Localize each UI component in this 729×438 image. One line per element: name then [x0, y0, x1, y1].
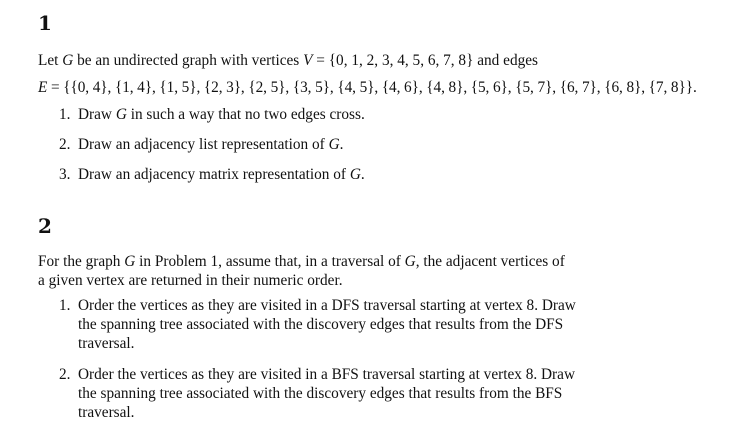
problem-1-edge-set [38, 79, 697, 97]
problem-2-item-2-number: 2. [59, 366, 71, 383]
problem-2-item-1-line-3: traversal. [78, 335, 135, 352]
graph-symbol-G: G [404, 253, 416, 270]
graph-symbol-G: G [124, 253, 136, 270]
problem-1-item-1 [78, 106, 365, 124]
item-text: Draw an adjacency matrix representation of [78, 166, 350, 183]
intro-text: , the adjacent vertices of [415, 253, 565, 270]
vertex-set-symbol-V: V [303, 52, 313, 69]
edge-set: = {{0, 4}, {1, 4}, {1, 5}, {2, 3}, {2, 5}, {3, 5}, {4, 5}, {4, 6}, {4, 8}, {5, 6}, {5, 7}, {6, 7}, {6, 8}, {7, 8}}. [47, 79, 697, 96]
edge-set-symbol-E: E [38, 79, 48, 96]
item-text: Draw an adjacency list representation of [78, 136, 329, 153]
intro-text: be an undirected graph with vertices [73, 52, 304, 69]
problem-1-heading: 1 [38, 11, 52, 35]
graph-symbol-G: G [115, 106, 127, 123]
problem-2-intro-line-2: a given vertex are returned in their numeric order. [38, 272, 343, 289]
problem-2-item-1-number: 1. [59, 297, 71, 314]
intro-text: and edges [473, 52, 538, 69]
problem-1-item-2 [78, 136, 343, 154]
intro-text: in Problem 1, assume that, in a traversal of [135, 253, 405, 270]
problem-2-item-2-line-1: Order the vertices as they are visited in a BFS traversal starting at vertex 8. Draw [78, 366, 575, 383]
problem-1-item-2-number: 2. [59, 136, 71, 153]
graph-symbol-G: G [328, 136, 340, 153]
graph-symbol-G: G [349, 166, 361, 183]
problem-2-item-2-line-3: traversal. [78, 404, 135, 421]
problem-1-item-3 [78, 166, 365, 184]
problem-1-item-1-number: 1. [59, 106, 71, 123]
problem-2-heading: 2 [38, 214, 52, 238]
item-text: Draw [78, 106, 116, 123]
problem-2-item-2-line-2: the spanning tree associated with the discovery edges that results from the BFS [78, 385, 563, 402]
problem-2-item-1-line-1: Order the vertices as they are visited in a DFS traversal starting at vertex 8. Draw [78, 297, 576, 314]
graph-symbol-G: G [62, 52, 74, 69]
item-text: . [339, 136, 344, 153]
vertex-set: = {0, 1, 2, 3, 4, 5, 6, 7, 8} [312, 52, 474, 69]
problem-1-item-3-number: 3. [59, 166, 71, 183]
item-text: . [360, 166, 365, 183]
problem-1-intro-line-1 [38, 52, 538, 70]
intro-text: Let [38, 52, 63, 69]
intro-text: For the graph [38, 253, 125, 270]
problem-2-item-1-line-2: the spanning tree associated with the discovery edges that results from the DFS [78, 316, 564, 333]
problem-2-intro-line-1 [38, 253, 565, 271]
item-text: in such a way that no two edges cross. [126, 106, 365, 123]
